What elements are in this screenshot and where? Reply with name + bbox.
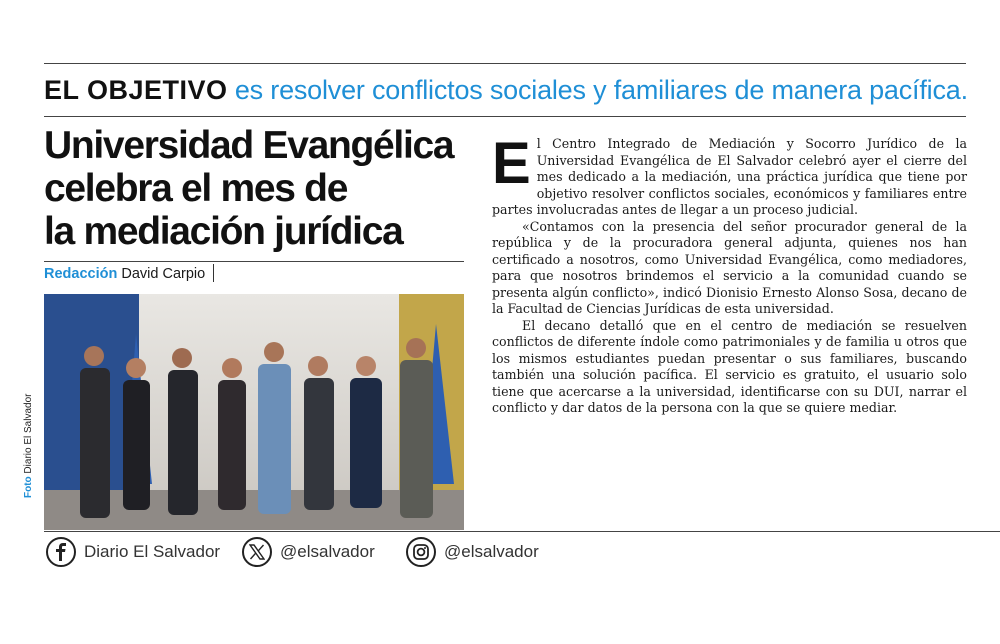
kicker	[44, 70, 974, 110]
headline-line-1: Universidad Evangélica	[44, 124, 454, 167]
byline-section: Redacción	[44, 266, 118, 282]
byline-divider	[213, 264, 214, 282]
x-icon	[242, 537, 272, 567]
paragraph-3: El decano detalló que en el centro de mediación se resuelven conflictos de diferente índole como patrimoniales y de familia u otros que los mismos estudiantes puedan presentar o sus familiares, buscando también una solución pacífica. El servicio es gratuito, el usuario solo tiene que acercarse a la universidad, identificarse con su DUI, narrar el conflicto y dar datos de la persona con la que se quiere mediar.	[492, 317, 967, 415]
paragraph-1	[492, 131, 967, 219]
byline-rule	[44, 261, 464, 262]
kicker-rule	[44, 116, 966, 117]
headline	[44, 124, 484, 253]
social-footer	[44, 532, 974, 572]
byline	[44, 264, 214, 284]
x-link[interactable]	[242, 536, 375, 568]
paragraph-1-text: l Centro Integrado de Mediación y Socorro Jurídico de la Universidad Evangélica de El Salvador celebró ayer el cierre del mes dedicado a la mediación, una práctica jurídica que tiene por objetivo resolver conflictos sociales, económicos y familiares entre partes involucradas antes de llegar a un proceso judicial.	[492, 136, 967, 217]
top-rule	[44, 63, 966, 64]
headline-line-2: celebra el mes de	[44, 167, 348, 210]
instagram-handle: @elsalvador	[444, 542, 539, 561]
facebook-link[interactable]	[46, 536, 220, 568]
article-photo	[44, 294, 464, 530]
paragraph-2: «Contamos con la presencia del señor procurador general de la república y de la procuradora general adjunta, quienes nos han certificado a nosotros, como Universidad Evangélica, como mediadores, para que nosotros brindemos el servicio a la comunidad cuando se presenta algún conflicto», indicó Dionisio Ernesto Alonso Sosa, decano de la Facultad de Ciencias Jurídicas de esta universidad.	[492, 218, 967, 316]
instagram-icon	[406, 537, 436, 567]
photo-credit	[23, 394, 34, 498]
photo-illustration	[44, 294, 464, 530]
kicker-lead: EL OBJETIVO	[44, 75, 228, 105]
x-handle: @elsalvador	[280, 542, 375, 561]
kicker-text: es resolver conflictos sociales y familiares de manera pacífica.	[234, 75, 968, 105]
photo-credit-label: Foto	[23, 476, 34, 498]
facebook-handle: Diario El Salvador	[84, 542, 221, 561]
byline-author: David Carpio	[121, 266, 206, 282]
headline-line-3: la mediación jurídica	[44, 210, 403, 253]
photo-credit-source: Diario El Salvador	[23, 393, 34, 474]
drop-cap: E	[492, 131, 531, 196]
instagram-link[interactable]	[406, 536, 539, 568]
facebook-icon	[46, 537, 76, 567]
article-body	[492, 131, 967, 506]
